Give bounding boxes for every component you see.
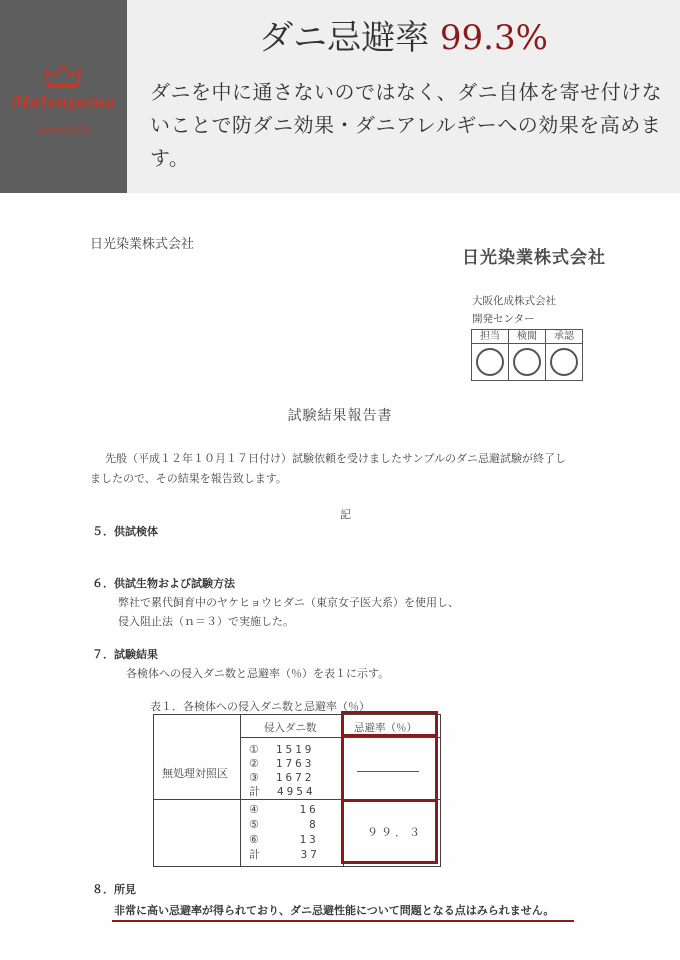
crown-icon [44,64,82,88]
brand-since: since1818 [37,125,90,136]
control-row: ① 1519 [249,743,315,756]
control-label: 無処理対照区 [162,767,228,780]
control-row: ② 1763 [249,757,315,770]
highlight-box-result [341,799,438,864]
section-7-heading: ７．試験結果 [92,648,158,661]
sample-row: ⑤ 8 [249,818,319,831]
brand-logo [0,0,127,193]
banner-title [127,10,680,59]
control-row: ③ 1672 [249,771,315,784]
section-8-line-1: 非常に高い忌避率が得られており、ダニ忌避性能について問題となる点はみられません。 [114,904,555,917]
seal-header-approve: 承認 [546,330,583,344]
section-6-line-1: 弊社で累代飼育中のヤケヒョウヒダニ（東京女子医大系）を使用し、 [118,596,459,609]
sample-row: ⑥ 13 [249,833,319,846]
report-title: 試験結果報告書 [287,408,393,424]
section-6-heading: ６．供試生物および試験方法 [92,577,235,590]
test-report-document [0,193,680,960]
seal-stamp-icon [550,348,578,376]
section-5-heading: ５．供試検体 [92,525,158,538]
header-banner [0,0,680,193]
sender-company: 大阪化成株式会社 [472,295,556,307]
control-total-row: 計 4954 [249,785,316,798]
col-header-rate: 忌避率（％） [354,722,417,734]
intro-line-1: 先般（平成１２年１０月１７日付け）試験依頼を受けましたサンプルのダニ忌避試験が終了し [105,452,567,465]
sample-total-row: 計 37 [249,848,320,861]
section-8-heading: ８．所見 [92,883,136,896]
approval-seal-table [471,329,583,381]
sample-row: ④ 16 [249,803,319,816]
brand-name: Matsuyama [11,92,116,111]
col-header-mites: 侵入ダニ数 [264,722,317,734]
company-stamp: 日光染業株式会社 [462,248,606,268]
highlight-box-control [341,734,438,802]
seal-header-review: 検閲 [509,330,546,344]
banner-description: ダニを中に通さないのではなく、ダニ自体を寄せ付けないことで防ダニ効果・ダニアレルギーへの効果を高めます。 [150,80,663,170]
section-7-line-1: 各検体への侵入ダニ数と忌避率（％）を表１に示す。 [126,667,390,680]
ki-mark: 記 [340,508,351,521]
banner-title-value: 99.3% [439,18,548,58]
seal-header-charge: 担当 [472,330,509,344]
intro-line-2: ましたので、その結果を報告致します。 [90,472,287,485]
sender-department: 開発センター [472,313,535,325]
sample-rate: ９９．３ [367,826,423,839]
seal-stamp-icon [513,348,541,376]
table-caption: 表１．各検体への侵入ダニ数と忌避率（％） [150,700,370,713]
banner-title-text: ダニ忌避率 [259,18,430,58]
addressee: 日光染業株式会社 [90,237,195,252]
highlight-underline [112,920,574,922]
seal-stamp-icon [476,348,504,376]
section-6-line-2: 侵入阻止法（ｎ＝３）で実施した。 [118,615,294,628]
